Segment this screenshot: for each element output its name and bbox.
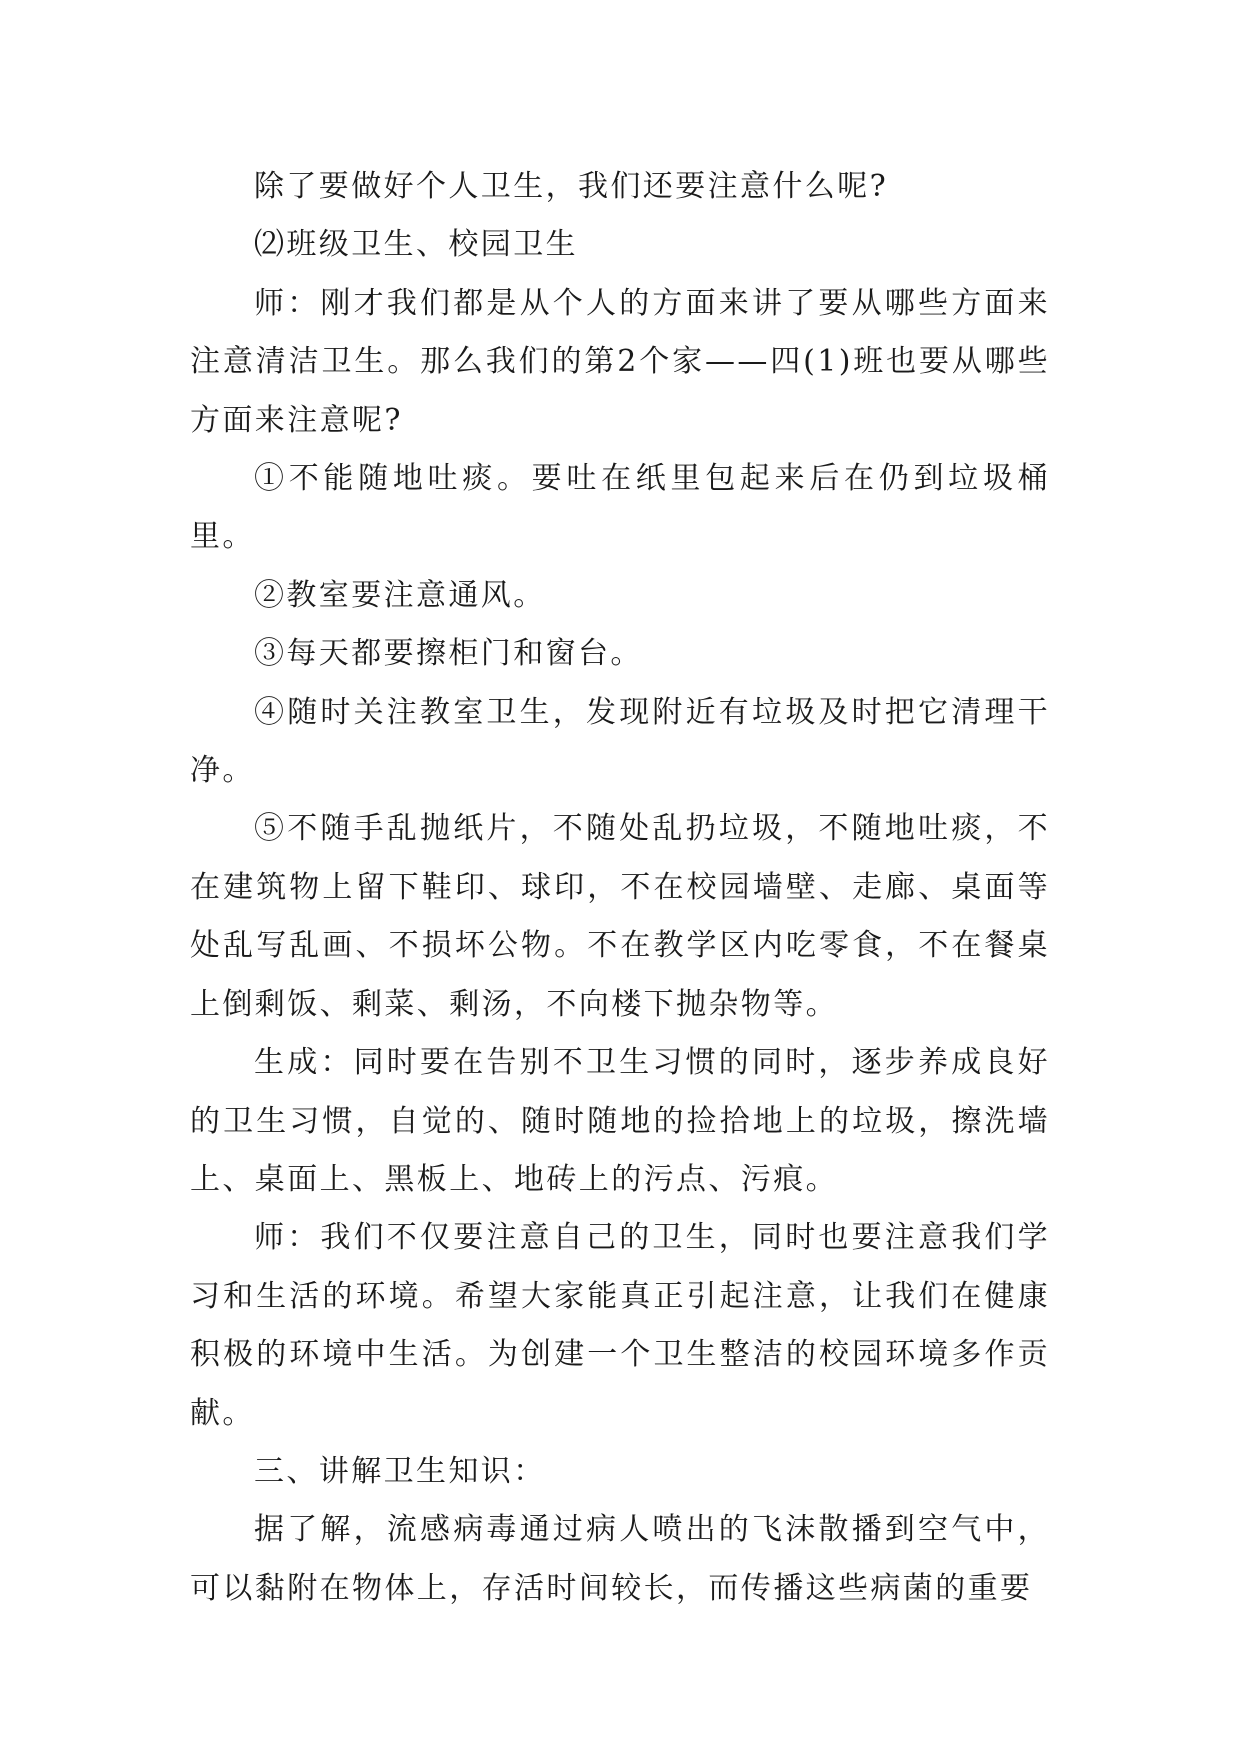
paragraph: 师：刚才我们都是从个人的方面来讲了要从哪些方面来注意清洁卫生。那么我们的第2个家——四(1)班也要从哪些方面来注意呢? [190, 285, 1050, 438]
section-heading-class-hygiene: ⑵班级卫生、校园卫生 [254, 227, 578, 263]
list-item: ②教室要注意通风。 [254, 577, 546, 613]
paragraph: 师：我们不仅要注意自己的卫生，同时也要注意我们学习和生活的环境。希望大家能真正引起注意，让我们在健康积极的环境中生活。为创建一个卫生整洁的校园环境多作贡献。 [190, 1220, 1050, 1431]
list-item: ④随时关注教室卫生，发现附近有垃圾及时把它清理干净。 [190, 694, 1050, 789]
paragraph: 生成：同时要在告别不卫生习惯的同时，逐步养成良好的卫生习惯，自觉的、随时随地的捡拾地上的垃圾，擦洗墙上、桌面上、黑板上、地砖上的污点、污痕。 [190, 1045, 1050, 1197]
paragraph: 据了解，流感病毒通过病人喷出的飞沫散播到空气中，可以黏附在物体上，存活时间较长，而传播这些病菌的重要 [190, 1512, 1050, 1606]
section-heading-hygiene-knowledge: 三、讲解卫生知识： [254, 1453, 546, 1489]
list-item: ③每天都要擦柜门和窗台。 [254, 636, 643, 672]
document-page [190, 158, 1050, 1618]
list-item: ①不能随地吐痰。要吐在纸里包起来后在仍到垃圾桶里。 [190, 461, 1050, 555]
paragraph: 除了要做好个人卫生，我们还要注意什么呢? [254, 169, 889, 204]
list-item: ⑤不随手乱抛纸片，不随处乱扔垃圾，不随地吐痰，不在建筑物上留下鞋印、球印，不在校园墙壁、走廊、桌面等处乱写乱画、不损坏公物。不在教学区内吃零食，不在餐桌上倒剩饭、剩菜、剩汤，不向楼下抛杂物等。 [190, 811, 1050, 1022]
